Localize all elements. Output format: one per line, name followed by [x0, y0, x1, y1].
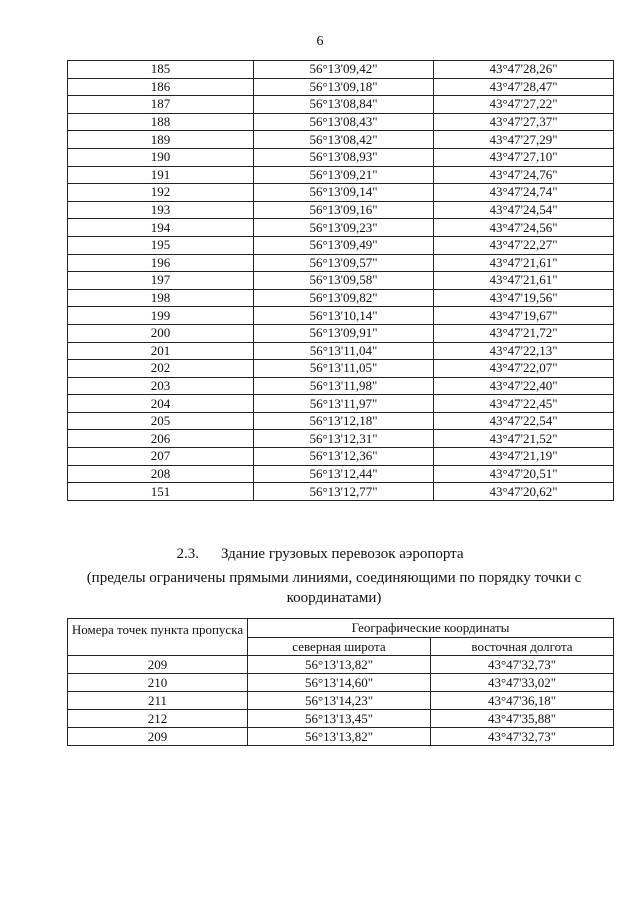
table-row	[68, 710, 614, 728]
point-number-cell: 202	[68, 360, 254, 378]
point-number-cell: 201	[68, 342, 254, 360]
point-number-cell: 205	[68, 412, 254, 430]
coordinates-table-body	[68, 61, 614, 501]
latitude-cell: 56°13'12,31"	[254, 430, 434, 448]
longitude-cell: 43°47'22,40"	[434, 377, 614, 395]
latitude-cell: 56°13'12,18"	[254, 412, 434, 430]
latitude-cell: 56°13'09,58"	[254, 272, 434, 290]
table-row	[68, 360, 614, 378]
coordinates-table-continued	[67, 60, 614, 501]
point-number-cell: 186	[68, 78, 254, 96]
cargo-table-body	[68, 656, 614, 746]
latitude-cell: 56°13'12,36"	[254, 448, 434, 466]
point-number-cell: 197	[68, 272, 254, 290]
latitude-cell: 56°13'08,93"	[254, 148, 434, 166]
table-row	[68, 395, 614, 413]
longitude-cell: 43°47'21,61"	[434, 272, 614, 290]
table-row	[68, 448, 614, 466]
longitude-cell: 43°47'22,45"	[434, 395, 614, 413]
longitude-cell: 43°47'32,73"	[431, 656, 614, 674]
longitude-cell: 43°47'21,19"	[434, 448, 614, 466]
latitude-cell: 56°13'12,44"	[254, 465, 434, 483]
longitude-cell: 43°47'24,74"	[434, 184, 614, 202]
latitude-cell: 56°13'09,42"	[254, 61, 434, 79]
latitude-cell: 56°13'12,77"	[254, 483, 434, 501]
point-number-cell: 212	[68, 710, 248, 728]
longitude-cell: 43°47'22,54"	[434, 412, 614, 430]
point-number-cell: 208	[68, 465, 254, 483]
latitude-cell: 56°13'09,23"	[254, 219, 434, 237]
latitude-cell: 56°13'14,23"	[248, 692, 431, 710]
table-row	[68, 78, 614, 96]
longitude-cell: 43°47'36,18"	[431, 692, 614, 710]
table-row	[68, 219, 614, 237]
page-number: 6	[316, 34, 324, 49]
header-north-latitude: северная широта	[248, 638, 431, 656]
table-row	[68, 201, 614, 219]
latitude-cell: 56°13'08,43"	[254, 113, 434, 131]
longitude-cell: 43°47'22,13"	[434, 342, 614, 360]
latitude-cell: 56°13'11,98"	[254, 377, 434, 395]
table-row	[68, 96, 614, 114]
table-row	[68, 465, 614, 483]
table-row	[68, 131, 614, 149]
point-number-cell: 193	[68, 201, 254, 219]
point-number-cell: 195	[68, 236, 254, 254]
point-number-cell: 185	[68, 61, 254, 79]
table-row	[68, 692, 614, 710]
longitude-cell: 43°47'27,29"	[434, 131, 614, 149]
table-row	[68, 377, 614, 395]
latitude-cell: 56°13'08,84"	[254, 96, 434, 114]
latitude-cell: 56°13'09,16"	[254, 201, 434, 219]
table-row	[68, 113, 614, 131]
latitude-cell: 56°13'11,04"	[254, 342, 434, 360]
table-header-row	[68, 619, 614, 638]
point-number-cell: 151	[68, 483, 254, 501]
table-row	[68, 728, 614, 746]
table-row	[68, 254, 614, 272]
point-number-cell: 188	[68, 113, 254, 131]
latitude-cell: 56°13'09,57"	[254, 254, 434, 272]
header-east-longitude: восточная долгота	[431, 638, 614, 656]
point-number-cell: 209	[68, 656, 248, 674]
latitude-cell: 56°13'08,42"	[254, 131, 434, 149]
header-geo-coordinates: Географические координаты	[248, 619, 614, 638]
table-row	[68, 166, 614, 184]
point-number-cell: 192	[68, 184, 254, 202]
longitude-cell: 43°47'27,10"	[434, 148, 614, 166]
longitude-cell: 43°47'24,76"	[434, 166, 614, 184]
longitude-cell: 43°47'19,56"	[434, 289, 614, 307]
table-row	[68, 184, 614, 202]
latitude-cell: 56°13'14,60"	[248, 674, 431, 692]
latitude-cell: 56°13'13,45"	[248, 710, 431, 728]
header-point-numbers: Номера точек пункта пропуска	[68, 619, 248, 656]
latitude-cell: 56°13'09,14"	[254, 184, 434, 202]
longitude-cell: 43°47'22,07"	[434, 360, 614, 378]
latitude-cell: 56°13'10,14"	[254, 307, 434, 325]
section-title: Здание грузовых перевозок аэропорта	[220, 546, 464, 562]
point-number-cell: 187	[68, 96, 254, 114]
point-number-cell: 191	[68, 166, 254, 184]
section-subtitle: (пределы ограничены прямыми линиями, соединяющими по порядку точки с координатами)	[86, 570, 582, 606]
point-number-cell: 211	[68, 692, 248, 710]
table-row	[68, 342, 614, 360]
table-row	[68, 272, 614, 290]
point-number-cell: 207	[68, 448, 254, 466]
point-number-cell: 194	[68, 219, 254, 237]
longitude-cell: 43°47'20,51"	[434, 465, 614, 483]
point-number-cell: 196	[68, 254, 254, 272]
table-row	[68, 674, 614, 692]
table-row	[68, 236, 614, 254]
table-row	[68, 61, 614, 79]
point-number-cell: 210	[68, 674, 248, 692]
longitude-cell: 43°47'19,67"	[434, 307, 614, 325]
point-number-cell: 204	[68, 395, 254, 413]
latitude-cell: 56°13'09,82"	[254, 289, 434, 307]
section-heading	[0, 546, 640, 563]
point-number-cell: 189	[68, 131, 254, 149]
cargo-building-coordinates-table	[67, 618, 614, 746]
longitude-cell: 43°47'28,47"	[434, 78, 614, 96]
longitude-cell: 43°47'27,37"	[434, 113, 614, 131]
point-number-cell: 200	[68, 324, 254, 342]
table-row	[68, 148, 614, 166]
table-row	[68, 324, 614, 342]
longitude-cell: 43°47'21,52"	[434, 430, 614, 448]
table-row	[68, 307, 614, 325]
longitude-cell: 43°47'21,61"	[434, 254, 614, 272]
table-row	[68, 656, 614, 674]
longitude-cell: 43°47'22,27"	[434, 236, 614, 254]
latitude-cell: 56°13'11,05"	[254, 360, 434, 378]
point-number-cell: 209	[68, 728, 248, 746]
table-row	[68, 412, 614, 430]
point-number-cell: 203	[68, 377, 254, 395]
longitude-cell: 43°47'24,56"	[434, 219, 614, 237]
point-number-cell: 206	[68, 430, 254, 448]
longitude-cell: 43°47'20,62"	[434, 483, 614, 501]
section-number: 2.3.	[176, 546, 199, 562]
longitude-cell: 43°47'33,02"	[431, 674, 614, 692]
latitude-cell: 56°13'09,18"	[254, 78, 434, 96]
latitude-cell: 56°13'11,97"	[254, 395, 434, 413]
latitude-cell: 56°13'09,21"	[254, 166, 434, 184]
latitude-cell: 56°13'09,91"	[254, 324, 434, 342]
longitude-cell: 43°47'35,88"	[431, 710, 614, 728]
table-row	[68, 289, 614, 307]
latitude-cell: 56°13'13,82"	[248, 728, 431, 746]
longitude-cell: 43°47'27,22"	[434, 96, 614, 114]
longitude-cell: 43°47'32,73"	[431, 728, 614, 746]
table-row	[68, 483, 614, 501]
table-row	[68, 430, 614, 448]
point-number-cell: 198	[68, 289, 254, 307]
latitude-cell: 56°13'09,49"	[254, 236, 434, 254]
longitude-cell: 43°47'24,54"	[434, 201, 614, 219]
longitude-cell: 43°47'21,72"	[434, 324, 614, 342]
longitude-cell: 43°47'28,26"	[434, 61, 614, 79]
point-number-cell: 190	[68, 148, 254, 166]
latitude-cell: 56°13'13,82"	[248, 656, 431, 674]
point-number-cell: 199	[68, 307, 254, 325]
